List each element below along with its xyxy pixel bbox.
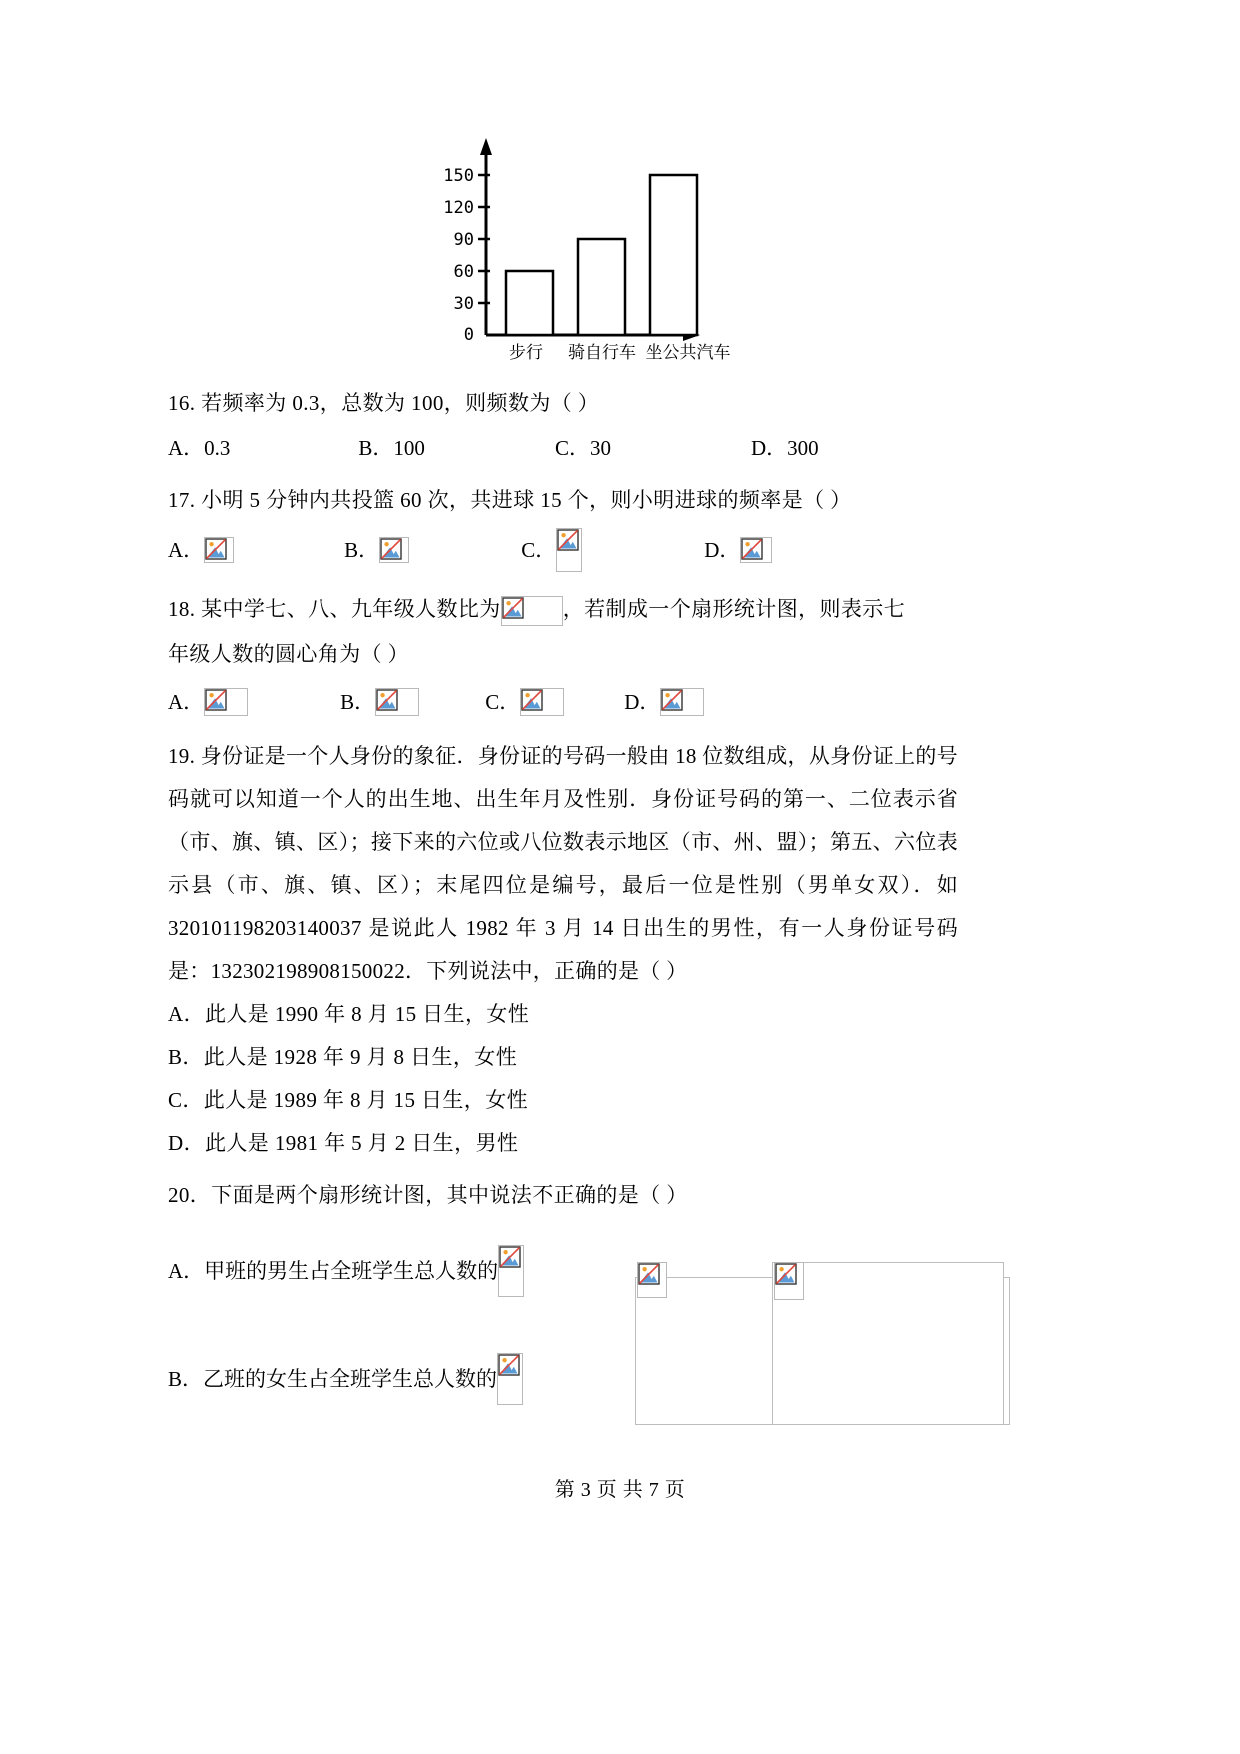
q17-option-d-label: D．	[704, 537, 741, 562]
x-label-walk: 步行	[509, 343, 543, 363]
q18-option-a-image[interactable]	[204, 688, 248, 716]
q19-option-d[interactable]: D．此人是 1981 年 5 月 2 日生，男性	[168, 1131, 519, 1156]
q18-stem-line2: 年级人数的圆心角为（ ）	[168, 641, 410, 666]
bar-bus	[650, 175, 697, 335]
y-tick-150: 150	[443, 166, 474, 186]
q20-option-b-label: B．乙班的女生占全班学生总人数的	[168, 1367, 498, 1392]
q18-option-d-label: D．	[624, 690, 661, 715]
q16-option-c[interactable]: C．30	[554, 435, 611, 460]
q19-paragraph: 19. 身份证是一个人身份的象征．身份证的号码一般由 18 位数组成，从身份证上的号码就可以知道一个人的出生地、出生年月及性别．身份证号码的第一、二位表示省（市、旗、镇、区）；接下来的六位或八位数表示地区（市、州、盟）；第五、六位表示县（市、旗、镇、区）；末尾四位是编号，最后一位是性别（男单女双）．如 320101198203140037 是说此人 1982 年 3 月 14 日出生的男性，有一人身份证号码是：132302198908150022．下列说法中，正确的是（ ）	[168, 744, 958, 984]
broken-image-icon	[380, 538, 409, 563]
q18-option-c-image[interactable]	[520, 688, 564, 716]
q18-option-b-label: B．	[340, 690, 376, 715]
pie-chart-right-image[interactable]	[774, 1262, 804, 1300]
q18-stem-line1	[168, 585, 1088, 633]
y-tick-60: 60	[453, 262, 474, 282]
y-tick-labels	[443, 166, 474, 345]
bar-chart	[400, 130, 730, 375]
q18-option-d-image[interactable]	[660, 688, 704, 716]
broken-image-icon	[741, 538, 772, 563]
q18-option-c-label: C．	[485, 690, 521, 715]
bar-chart-svg	[400, 130, 730, 375]
q19-option-c[interactable]: C．此人是 1989 年 8 月 15 日生，女性	[168, 1088, 529, 1113]
q16-option-a[interactable]: A．0.3	[168, 435, 231, 460]
q18-inline-image[interactable]	[501, 596, 563, 626]
broken-image-icon	[661, 689, 704, 716]
q20-option-b-image[interactable]	[497, 1353, 523, 1405]
broken-image-icon	[557, 529, 582, 572]
pie-chart-frame-right	[772, 1262, 1004, 1425]
bar-bike	[578, 239, 625, 335]
x-label-bike: 骑自行车	[568, 343, 636, 363]
q19-option-a[interactable]: A．此人是 1990 年 8 月 15 日生，女性	[168, 1002, 530, 1027]
q16-option-b[interactable]: B．100	[358, 435, 425, 460]
q20-stem: 20．下面是两个扇形统计图，其中说法不正确的是（ ）	[168, 1183, 688, 1208]
q17-stem: 17. 小明 5 分钟内共投篮 60 次，共进球 15 个，则小明进球的频率是（ ）	[168, 487, 852, 512]
y-tick-0: 0	[463, 325, 474, 345]
y-tick-90: 90	[453, 230, 474, 250]
broken-image-icon	[376, 689, 419, 716]
q17-option-d-image[interactable]	[740, 537, 772, 563]
broken-image-icon	[205, 538, 234, 563]
pie-chart-left-image[interactable]	[637, 1262, 667, 1298]
y-axis-ticks	[478, 175, 490, 303]
page-footer: 第 3 页 共 7 页	[554, 1479, 686, 1501]
q18-stem-part2: ，若制成一个扇形统计图，则表示七	[562, 596, 906, 621]
q16-options	[168, 425, 1088, 470]
y-axis-arrow	[480, 138, 492, 155]
q16-option-d[interactable]: D．300	[750, 435, 819, 460]
q19-option-b[interactable]: B．此人是 1928 年 9 月 8 日生，女性	[168, 1045, 518, 1070]
q18-option-a-label: A．	[168, 690, 205, 715]
q17-option-a-image[interactable]	[204, 537, 234, 563]
broken-image-icon	[498, 1354, 523, 1405]
q17-options	[168, 522, 1088, 576]
q18-stem-part1: 18. 某中学七、八、九年级人数比为	[168, 596, 501, 621]
broken-image-icon	[499, 1246, 524, 1297]
bar-walk	[506, 271, 553, 335]
q16-stem: 16. 若频率为 0.3，总数为 100，则频数为（ ）	[168, 391, 600, 415]
q17-option-b-image[interactable]	[379, 537, 409, 563]
q17-option-c-image[interactable]	[556, 528, 582, 572]
q20-option-a-image[interactable]	[498, 1245, 524, 1297]
broken-image-icon	[205, 689, 248, 716]
q18-option-b-image[interactable]	[375, 688, 419, 716]
x-tick-labels	[509, 343, 730, 363]
broken-image-icon	[502, 597, 563, 626]
q17-option-b-label: B．	[344, 537, 380, 562]
x-label-bus: 坐公共汽车	[645, 343, 730, 363]
q20-option-a-label: A．甲班的男生占全班学生总人数的	[168, 1259, 499, 1284]
q17-option-a-label: A．	[168, 537, 205, 562]
broken-image-icon	[521, 689, 564, 716]
broken-image-icon	[638, 1263, 667, 1298]
q17-option-c-label: C．	[521, 537, 557, 562]
q18-options	[168, 676, 1088, 726]
y-tick-30: 30	[453, 294, 474, 314]
y-tick-120: 120	[443, 198, 474, 218]
broken-image-icon	[775, 1263, 804, 1300]
